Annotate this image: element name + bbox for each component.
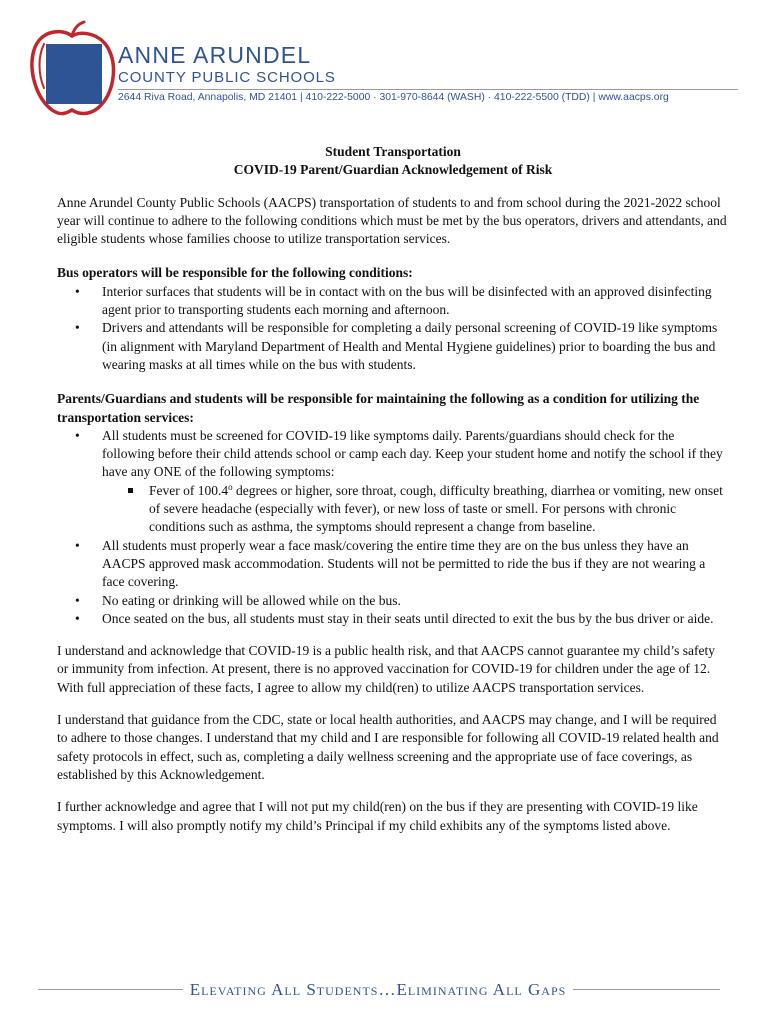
intro-paragraph: Anne Arundel County Public Schools (AACPS) transportation of students to and from school during the 2021-2022 school year will continue to adhere to the following conditions which must be met by the bus operators, drivers and attendants, and eligible students whose families choose to utilize transportation services. [57, 194, 727, 247]
bus-operators-list [57, 283, 729, 374]
symptom-text-cont: degrees or higher, sore throat, cough, difficulty breathing, diarrhea or vomiting, new onset of severe headache (especially with fever), or new loss of taste or smell. For persons with chronic conditions such as asthma, the symptoms should represent a change from baseline. [149, 482, 723, 535]
footer-tagline: Elevating All Students…Eliminating All Gaps [189, 980, 567, 999]
degree-mark: o [228, 481, 233, 492]
footer-divider-right [573, 989, 720, 990]
org-subtitle: COUNTY PUBLIC SCHOOLS [118, 69, 336, 86]
list-item-text: All students must be screened for COVID-19 like symptoms daily. Parents/guardians should check for the following before their child attends school or camp each day. Keep your student home and notify the school if they have any ONE of the following symptoms: [102, 427, 723, 480]
contact-info: 2644 Riva Road, Annapolis, MD 21401 | 410-222-5000 · 301-970-8644 (WASH) · 410-222-5500 (TDD) | www.aacps.org [118, 92, 669, 103]
list-item: • All students must properly wear a face mask/covering the entire time they are on the bus unless they have an AACPS approved mask accommodation. Students will not be permitted to ride the bus if they are not wearing a face covering. [102, 537, 729, 592]
symptom-item [149, 482, 729, 537]
list-item: • Interior surfaces that students will be in contact with on the bus will be disinfected with an approved disinfecting agent prior to transporting students each morning and afternoon. [102, 283, 729, 320]
doc-title-line1: Student Transportation [325, 144, 461, 159]
list-item: • No eating or drinking will be allowed while on the bus. [102, 592, 729, 610]
list-item: • Drivers and attendants will be responsible for completing a daily personal screening of COVID-19 like symptoms (in alignment with Maryland Department of Health and Mental Hygiene guidelines) prior to boarding the bus and wearing masks at all times while on the bus with students. [102, 319, 729, 374]
list-item: • Once seated on the bus, all students must stay in their seats until directed to exit the bus by the bus driver or aide. [102, 610, 729, 628]
bus-operators-heading: Bus operators will be responsible for the following conditions: [57, 265, 413, 281]
header-divider [118, 89, 738, 90]
letterhead [22, 20, 742, 120]
acknowledgement-paragraph: I understand that guidance from the CDC, state or local health authorities, and AACPS may change, and I will be required to adhere to those changes. I understand that my child and I are responsible for following all COVID-19 related health and safety protocols in effect, such as, completing a daily wellness screening and the appropriate use of face coverings, as established by this Acknowledgement. [57, 712, 719, 782]
doc-title-line2: COVID-19 Parent/Guardian Acknowledgement of Risk [233, 162, 553, 178]
parents-list [57, 427, 729, 482]
footer [38, 978, 720, 1002]
footer-divider-left [38, 989, 183, 990]
apple-logo-icon [22, 20, 122, 120]
acknowledgement-paragraph: I further acknowledge and agree that I will not put my child(ren) on the bus if they are presenting with COVID-19 like symptoms. I will also promptly notify my child’s Principal if my child exhibits any of the symptoms listed above. [57, 799, 698, 833]
list-item [102, 427, 729, 482]
symptom-text: Fever of 100.4 [149, 482, 229, 498]
symptoms-list [57, 482, 729, 537]
parents-list-cont [57, 537, 729, 628]
parents-heading: Parents/Guardians and students will be responsible for maintaining the following as a condition for utilizing the transportation services: [57, 391, 700, 425]
document-body [57, 143, 729, 835]
acknowledgement-paragraph: I understand and acknowledge that COVID-19 is a public health risk, and that AACPS cannot guarantee my child’s safety or immunity from infection. At present, there is no approved vaccination for COVID-19 for children under the age of 12. With full appreciation of these facts, I agree to allow my child(ren) to utilize AACPS transportation services. [57, 643, 715, 695]
org-name: ANNE ARUNDEL [118, 42, 312, 68]
